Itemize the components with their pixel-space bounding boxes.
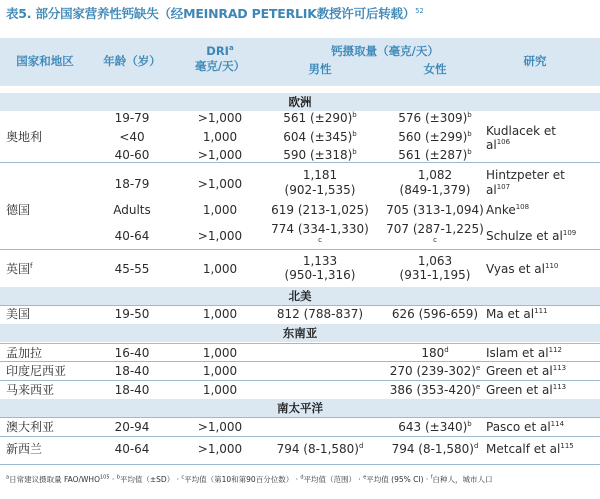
age-cell: 16-40 (114, 346, 150, 360)
row-divider (0, 162, 600, 163)
study-cell: Pasco et $al^{114}$ (486, 420, 565, 434)
header-age: 年龄（岁） (103, 54, 161, 68)
age-cell: 40-60 (114, 148, 150, 162)
study-cell: $al^{107}$ (486, 183, 511, 197)
age-cell: <40 (119, 130, 145, 144)
row-divider (0, 380, 600, 381)
male-intake-note: c (318, 236, 322, 244)
age-cell: 45-55 (114, 262, 150, 276)
female-intake-cell: 180$^d$ (421, 346, 449, 360)
age-cell: 20-94 (114, 420, 150, 434)
header-female: 女性 (423, 62, 447, 76)
male-intake-cell: 794 $(8-1,580)^d$ (276, 442, 364, 456)
dri-cell: >1,000 (197, 148, 243, 162)
row-divider (0, 361, 600, 362)
male-intake-cell: 774 (334-1,330) (271, 222, 369, 236)
country-indonesia: 印度尼西亚 (6, 364, 67, 378)
age-cell: 40-64 (114, 442, 150, 456)
dri-cell: 1,000 (202, 203, 238, 217)
row-divider (0, 436, 600, 437)
female-intake-cell: 794 $(8-1,580)^d$ (391, 442, 479, 456)
header-country: 国家和地区 (16, 54, 74, 68)
country-austria: 奥地利 (6, 130, 43, 144)
row-divider (0, 249, 600, 250)
section-north-america: 北美 (0, 287, 600, 305)
header-male: 男性 (308, 62, 332, 76)
country-usa: 美国 (6, 307, 31, 321)
age-cell: 18-40 (114, 383, 150, 397)
male-intake-cell: 1,181 (302, 168, 338, 182)
table-title: 表5. 部分国家营养性钙缺失（经MEINRAD PETERLIK教授许可后转载）$^{52}$ (6, 6, 424, 21)
age-cell: 19-50 (114, 307, 150, 321)
study-cell: Vyas et $al^{110}$ (486, 262, 559, 276)
dri-cell: >1,000 (197, 111, 243, 125)
study-cell: Islam et $al^{112}$ (486, 346, 562, 360)
male-intake-range: (950-1,316) (284, 268, 356, 282)
country-germany: 德国 (6, 203, 31, 217)
male-intake-cell: 561 $(\pm 290)^b$ (283, 111, 357, 125)
section-south-pacific: 南太平洋 (0, 399, 600, 417)
dri-cell: 1,000 (202, 130, 238, 144)
age-cell: 18-79 (114, 177, 150, 191)
dri-cell: 1,000 (202, 383, 238, 397)
male-intake-cell: 604 $(\pm 345)^b$ (283, 130, 357, 144)
female-intake-cell: 705 (313-1,094) (386, 203, 484, 217)
age-cell: 18-40 (114, 364, 150, 378)
study-cell: Hintzpeter et (486, 168, 565, 182)
country-new-zealand: 新西兰 (6, 442, 43, 456)
dri-cell: 1,000 (202, 262, 238, 276)
female-intake-cell: 626 (596-659) (391, 307, 479, 321)
female-intake-cell: 707 (287-1,225) (386, 222, 484, 236)
header-dri-unit: 毫克/天） (194, 59, 246, 73)
male-intake-range: (902-1,535) (284, 183, 356, 197)
female-intake-cell: 560 $(\pm 299)^b$ (398, 130, 472, 144)
country-australia: 澳大利亚 (6, 420, 55, 434)
dri-cell: 1,000 (202, 364, 238, 378)
female-intake-cell: 386 $(353-420)^e$ (389, 383, 481, 397)
female-intake-cell: 576 $(\pm 309)^b$ (398, 111, 472, 125)
female-intake-range: (931-1,195) (399, 268, 471, 282)
table-footnote: $^a$日常建议摄取量 FAO/$WHO^{105} \cdot ^b$平均值（±SD） · $^c$平均值（第10和第90百分位数） · $^d$平均值（范围） · $^e$平均值 (95% CI) · $^f$白种人，城市人口 (6, 474, 493, 484)
female-intake-cell: 270 $(239-302)^e$ (389, 364, 481, 378)
section-europe: 欧洲 (0, 93, 600, 111)
country-bangladesh: 孟加拉 (6, 346, 43, 360)
age-cell: 19-79 (114, 111, 150, 125)
country-malaysia: 马来西亚 (6, 383, 55, 397)
header-dri: DRI$^a$ (206, 44, 234, 58)
female-intake-note: c (433, 236, 437, 244)
male-intake-cell: 1,133 (302, 254, 338, 268)
dri-cell: 1,000 (202, 307, 238, 321)
header-intake: 钙摄取量（毫克/天） (331, 44, 439, 58)
female-intake-cell: 643 $(\pm 340)^b$ (398, 420, 472, 434)
dri-cell: >1,000 (197, 177, 243, 191)
row-divider (0, 417, 600, 418)
country-uk: 英国$^f$ (6, 262, 33, 276)
table-bottom-rule (0, 464, 600, 465)
row-divider (0, 343, 600, 344)
dri-cell: >1,000 (197, 442, 243, 456)
study-cell: Green et $al^{113}$ (486, 364, 567, 378)
header-study: 研究 (523, 54, 547, 68)
study-cell: Green et $al^{113}$ (486, 383, 567, 397)
female-intake-cell: 1,082 (417, 168, 453, 182)
age-cell: Adults (113, 203, 151, 217)
male-intake-cell: 590 $(\pm 318)^b$ (283, 148, 357, 162)
study-cell: Anke$^{108}$ (486, 203, 530, 217)
study-cell: Schulze et $al^{109}$ (486, 229, 577, 243)
section-southeast-asia: 东南亚 (0, 324, 600, 342)
study-cell: Metcalf et $al^{115}$ (486, 442, 574, 456)
female-intake-cell: 1,063 (417, 254, 453, 268)
study-cell: $al^{106}$ (486, 138, 511, 152)
female-intake-range: (849-1,379) (399, 183, 471, 197)
dri-cell: >1,000 (197, 229, 243, 243)
study-cell: Kudlacek et (486, 124, 557, 138)
female-intake-cell: 561 $(\pm 287)^b$ (398, 148, 472, 162)
study-cell: Ma et $al^{111}$ (486, 307, 548, 321)
age-cell: 40-64 (114, 229, 150, 243)
dri-cell: 1,000 (202, 346, 238, 360)
row-divider (0, 305, 600, 306)
male-intake-cell: 812 (788-837) (276, 307, 364, 321)
dri-cell: >1,000 (197, 420, 243, 434)
male-intake-cell: 619 (213-1,025) (271, 203, 369, 217)
